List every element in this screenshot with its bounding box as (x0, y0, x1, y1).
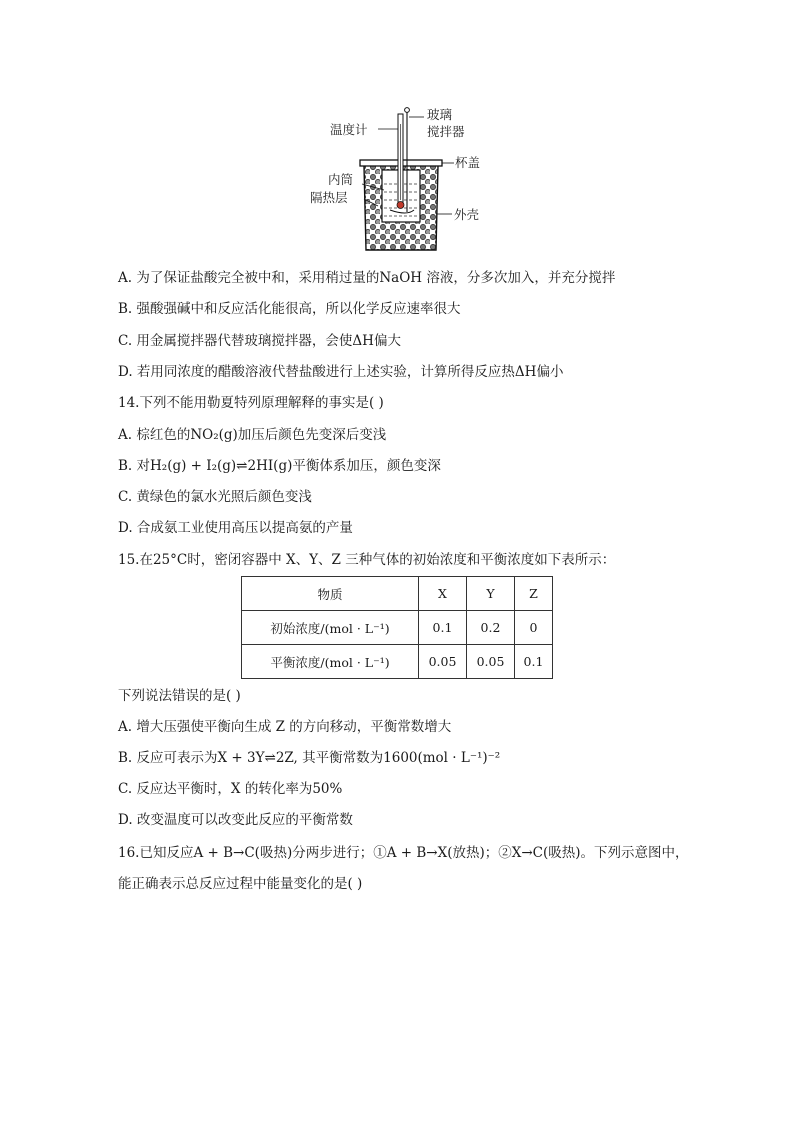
q13-option-d: D. 若用同浓度的醋酸溶液代替盐酸进行上述实验，计算所得反应热ΔH偏小 (118, 364, 564, 380)
q14-option-c: C. 黄绿色的氯水光照后颜色变浅 (118, 489, 312, 505)
table-cell: 初始浓度/(mol · L⁻¹) (242, 611, 419, 645)
table-header-cell: 物质 (242, 577, 419, 611)
concentration-table (241, 576, 553, 679)
q15-stem: 15.在25°C时，密闭容器中 X、Y、Z 三种气体的初始浓度和平衡浓度如下表所示： (118, 552, 616, 568)
table-cell: 0.05 (419, 645, 467, 679)
table-cell: 0.1 (419, 611, 467, 645)
table-cell: 平衡浓度/(mol · L⁻¹) (242, 645, 419, 679)
q16-stem-line1: 16.已知反应A + B→C(吸热)分两步进行；①A + B→X(放热)；②X→C(吸热)。下列示意图中， (118, 845, 689, 861)
q13-option-c: C. 用金属搅拌器代替玻璃搅拌器，会使ΔH偏大 (118, 333, 401, 349)
table-cell: 0.2 (467, 611, 515, 645)
q13-option-a: A. 为了保证盐酸完全被中和，采用稍过量的NaOH 溶液，分多次加入，并充分搅拌 (118, 270, 616, 286)
lid-label: 杯盖 (455, 155, 481, 170)
table-header-cell: Y (467, 577, 515, 611)
table-cell: 0.1 (515, 645, 553, 679)
table-cell: 0.05 (467, 645, 515, 679)
q14-option-a: A. 棕红色的NO₂(g)加压后颜色先变深后变浅 (118, 427, 387, 443)
inner-cylinder-label: 内筒 (328, 172, 354, 187)
table-header-row (242, 577, 553, 611)
table-header-cell: X (419, 577, 467, 611)
table-cell: 0 (515, 611, 553, 645)
q15-follow: 下列说法错误的是( ) (118, 688, 241, 704)
thermometer-label: 温度计 (330, 122, 368, 137)
q14-option-b: B. 对H₂(g) + I₂(g)⇌2HI(g)平衡体系加压，颜色变深 (118, 458, 441, 474)
q15-option-d: D. 改变温度可以改变此反应的平衡常数 (118, 812, 353, 828)
shell-label: 外壳 (454, 207, 480, 222)
table-row (242, 611, 553, 645)
q14-option-d: D. 合成氨工业使用高压以提高氨的产量 (118, 520, 353, 536)
table-header-cell: Z (515, 577, 553, 611)
calorimeter-figure (300, 104, 500, 254)
q15-option-c: C. 反应达平衡时，X 的转化率为50% (118, 781, 343, 797)
q15-option-a: A. 增大压强使平衡向生成 Z 的方向移动，平衡常数增大 (118, 719, 452, 735)
q15-option-b: B. 反应可表示为X + 3Y⇌2Z, 其平衡常数为1600(mol · L⁻¹)⁻² (118, 750, 501, 766)
q13-option-b: B. 强酸强碱中和反应活化能很高，所以化学反应速率很大 (118, 301, 461, 317)
q14-stem: 14.下列不能用勒夏特列原理解释的事实是( ) (118, 395, 384, 411)
q16-stem-line2: 能正确表示总反应过程中能量变化的是( ) (118, 876, 363, 892)
insulation-label: 隔热层 (310, 190, 348, 205)
glass-label-line2: 搅拌器 (427, 124, 465, 139)
glass-label-line1: 玻璃 (427, 107, 453, 122)
table-row (242, 645, 553, 679)
